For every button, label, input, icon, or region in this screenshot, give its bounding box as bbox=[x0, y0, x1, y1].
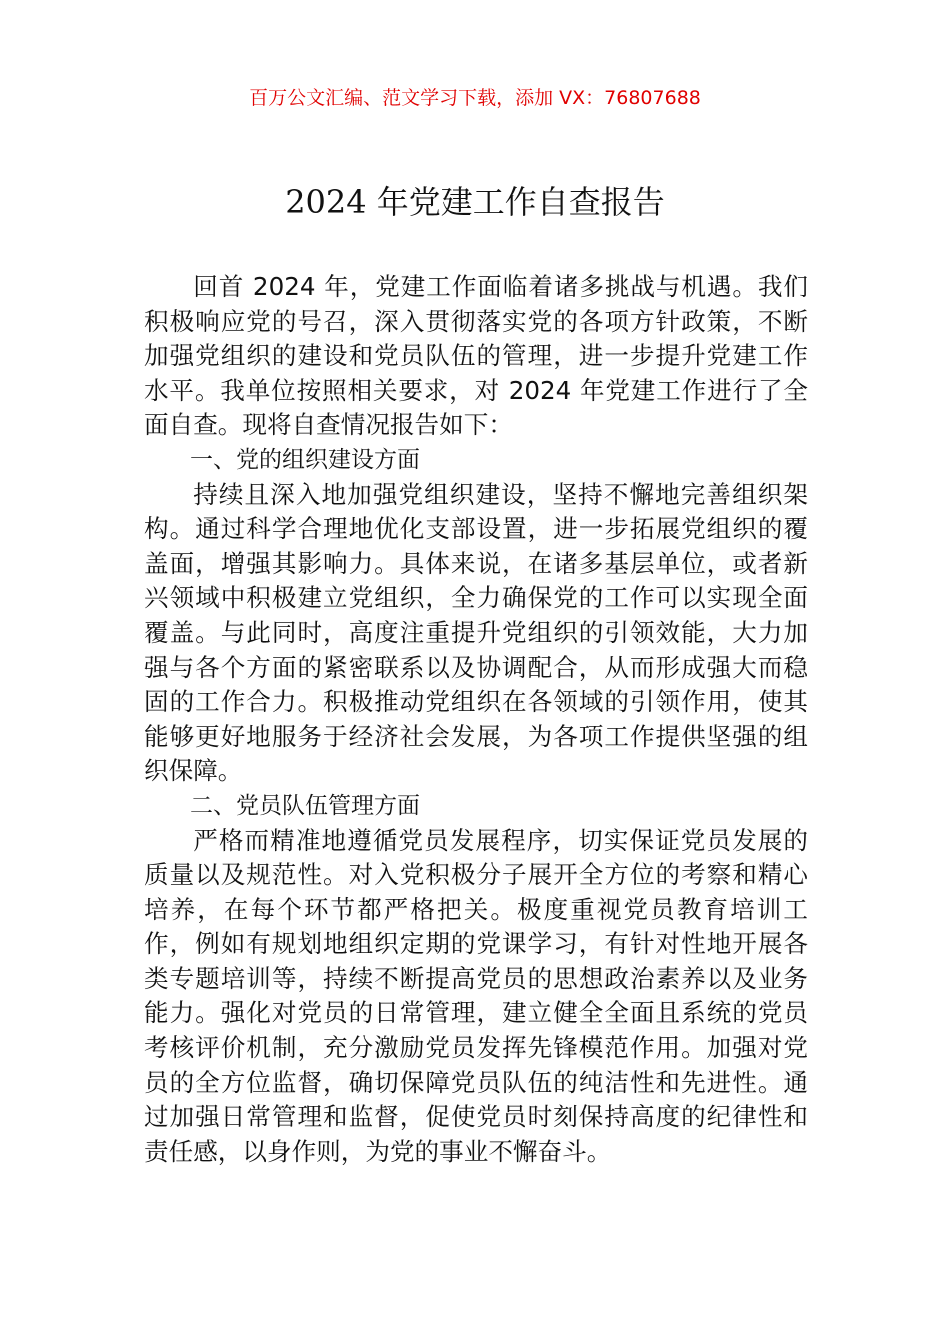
section-paragraph-organization: 持续且深入地加强党组织建设，坚持不懈地完善组织架构。通过科学合理地优化支部设置，进一步拓展党组织的覆盖面，增强其影响力。具体来说，在诸多基层单位，或者新兴领域中积极建立党组织，全力确保党的工作可以实现全面覆盖。与此同时，高度注重提升党组织的引领效能，大力加强与各个方面的紧密联系以及协调配合，从而形成强大而稳固的工作合力。积极推动党组织在各领域的引领作用，使其能够更好地服务于经济社会发展，为各项工作提供坚强的组织保障。 bbox=[144, 479, 808, 786]
intro-paragraph: 回首 2024 年，党建工作面临着诸多挑战与机遇。我们积极响应党的号召，深入贯彻落实党的各项方针政策，不断加强党组织的建设和党员队伍的管理，进一步提升党建工作水平。我单位按照相关要求，对 2024 年党建工作进行了全面自查。现将自查情况报告如下： bbox=[144, 272, 808, 440]
section-paragraph-members: 严格而精准地遵循党员发展程序，切实保证党员发展的质量以及规范性。对入党积极分子展开全方位的考察和精心培养，在每个环节都严格把关。极度重视党员教育培训工作，例如有规划地组织定期的党课学习，有针对性地开展各类专题培训等，持续不断提高党员的思想政治素养以及业务能力。强化对党员的日常管理，建立健全全面且系统的党员考核评价机制，充分激励党员发挥先锋模范作用。加强对党员的全方位监督，确切保障党员队伍的纯洁性和先进性。通过加强日常管理和监督，促使党员时刻保持高度的纪律性和责任感，以身作则，为党的事业不懈奋斗。 bbox=[144, 825, 808, 1166]
download-promo-note: 百万公文汇编、范文学习下载，添加 VX：76807688 bbox=[249, 87, 701, 109]
section-heading-members: 二、党员队伍管理方面 bbox=[190, 792, 420, 819]
document-title: 2024 年党建工作自查报告 bbox=[285, 183, 665, 221]
document-body bbox=[144, 270, 808, 1169]
section-heading-organization: 一、党的组织建设方面 bbox=[190, 446, 420, 473]
